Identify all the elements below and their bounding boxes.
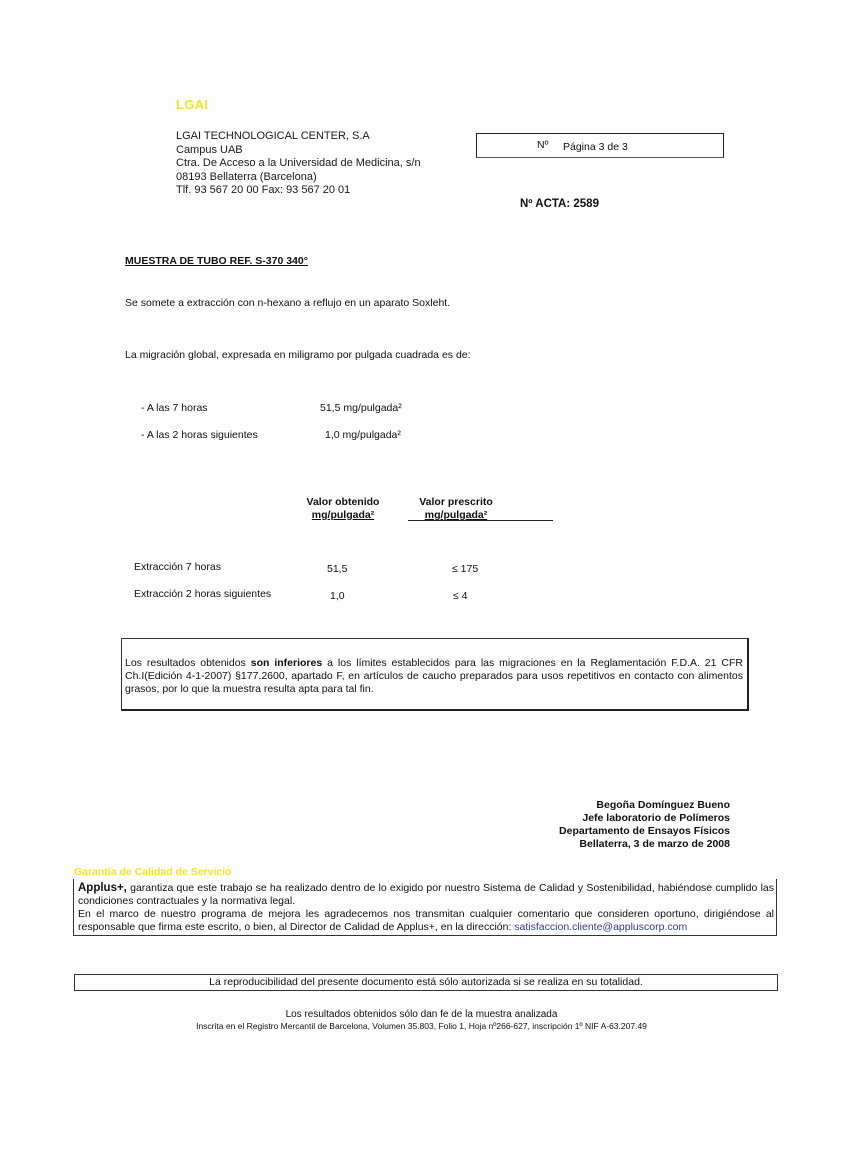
guarantee-title: Garantía de Calidad de Servicio [74,866,232,878]
row-prescribed: ≤ 175 [452,563,479,575]
row-obtained: 51,5 [327,563,348,575]
address-line: Tlf. 93 567 20 00 Fax: 93 567 20 01 [176,184,351,196]
signer-name: Begoña Domínguez Bueno [596,799,730,811]
brand-name: Applus+, [78,882,127,894]
signer-department: Departamento de Ensayos Físicos [559,825,730,837]
address-line: Ctra. De Acceso a la Universidad de Medicina, s/n [176,157,421,169]
migration-value: 51,5 mg/pulgada² [320,402,402,414]
extraction-paragraph: Se somete a extracción con n-hexano a reflujo en un aparato Soxleht. [125,297,451,309]
col-header-line: Valor prescrito [419,496,493,508]
migration-value: 1,0 mg/pulgada² [325,429,401,441]
row-prescribed: ≤ 4 [453,590,468,602]
conclusion-text-start: Los resultados obtenidos [125,657,251,669]
row-label: Extracción 7 horas [134,561,221,573]
col-header-unit: mg/pulgada² [311,509,375,521]
signer-role: Jefe laboratorio de Polímeros [582,812,730,824]
row-label: Extracción 2 horas siguientes [134,588,272,600]
acta-number: Nº ACTA: 2589 [520,198,599,210]
address-line: LGAI TECHNOLOGICAL CENTER, S.A [176,130,370,142]
company-address [176,130,421,198]
row-obtained: 1,0 [330,590,345,602]
address-line: 08193 Bellaterra (Barcelona) [176,170,317,183]
conclusion-text-end: a los límites establecidos para las migraciones en la Reglamentación F.D.A. 21 CFR Ch.I(Edición 4-1-2007) §177.2600, apartado F, en artículos de caucho preparados para usos repetitivos en contacto con alimentos grasos, por lo que la muestra resulta apta para tal fin. [125,657,744,695]
number-label: Nº [537,139,549,151]
col-header-line: Valor obtenido [306,496,380,508]
footer-registry: Inscrita en el Registro Mercantil de Barcelona, Volumen 35.803, Folio 1, Hoja nº266-627, inscripción 1º NIF A-63.207.49 [196,1021,647,1031]
sample-title: MUESTRA DE TUBO REF. S-370 340° [125,255,308,267]
guarantee-text-2: En el marco de nuestro programa de mejora les agradecemos nos transmitan cualquier comentario que consideren oportuno, dirigiéndose al responsable que firma este escrito, o bien, al Director de Calidad de Applus+, en la dirección: [78,908,774,933]
page-label: Página 3 de 3 [563,141,628,153]
conclusion-highlight: son inferiores [250,657,323,669]
migration-label: - A las 2 horas siguientes [141,429,258,441]
lgai-logo: LGAI [176,97,209,112]
reproduction-notice: La reproducibilidad del presente documento está sólo autorizada si se realiza en su totalidad. [74,974,778,991]
footer-disclaimer: Los resultados obtenidos sólo dan fe de la muestra analizada [285,1009,558,1020]
migration-label: - A las 7 horas [141,402,208,414]
header-underline [408,520,553,521]
col-header-obtained [293,496,393,522]
conclusion-text [125,657,743,696]
signature-place-date: Bellaterra, 3 de marzo de 2008 [579,838,730,850]
conclusion-box [121,638,749,711]
address-line: Campus UAB [176,143,243,156]
col-header-unit: mg/pulgada² [424,509,488,521]
col-header-prescribed [406,496,506,522]
page-number-box [476,133,724,158]
contact-email-link[interactable]: satisfaccion.cliente@appluscorp.com [514,921,688,933]
guarantee-text-1: garantiza que este trabajo se ha realizado dentro de lo exigido por nuestro Sistema de Calidad y Sostenibilidad, habiéndose cumplido las condiciones contractuales y la normativa legal. [78,882,774,907]
guarantee-text [78,882,774,934]
migration-paragraph: La migración global, expresada en miligramo por pulgada cuadrada es de: [125,349,471,361]
signature-block [559,799,730,851]
guarantee-box [73,879,777,936]
